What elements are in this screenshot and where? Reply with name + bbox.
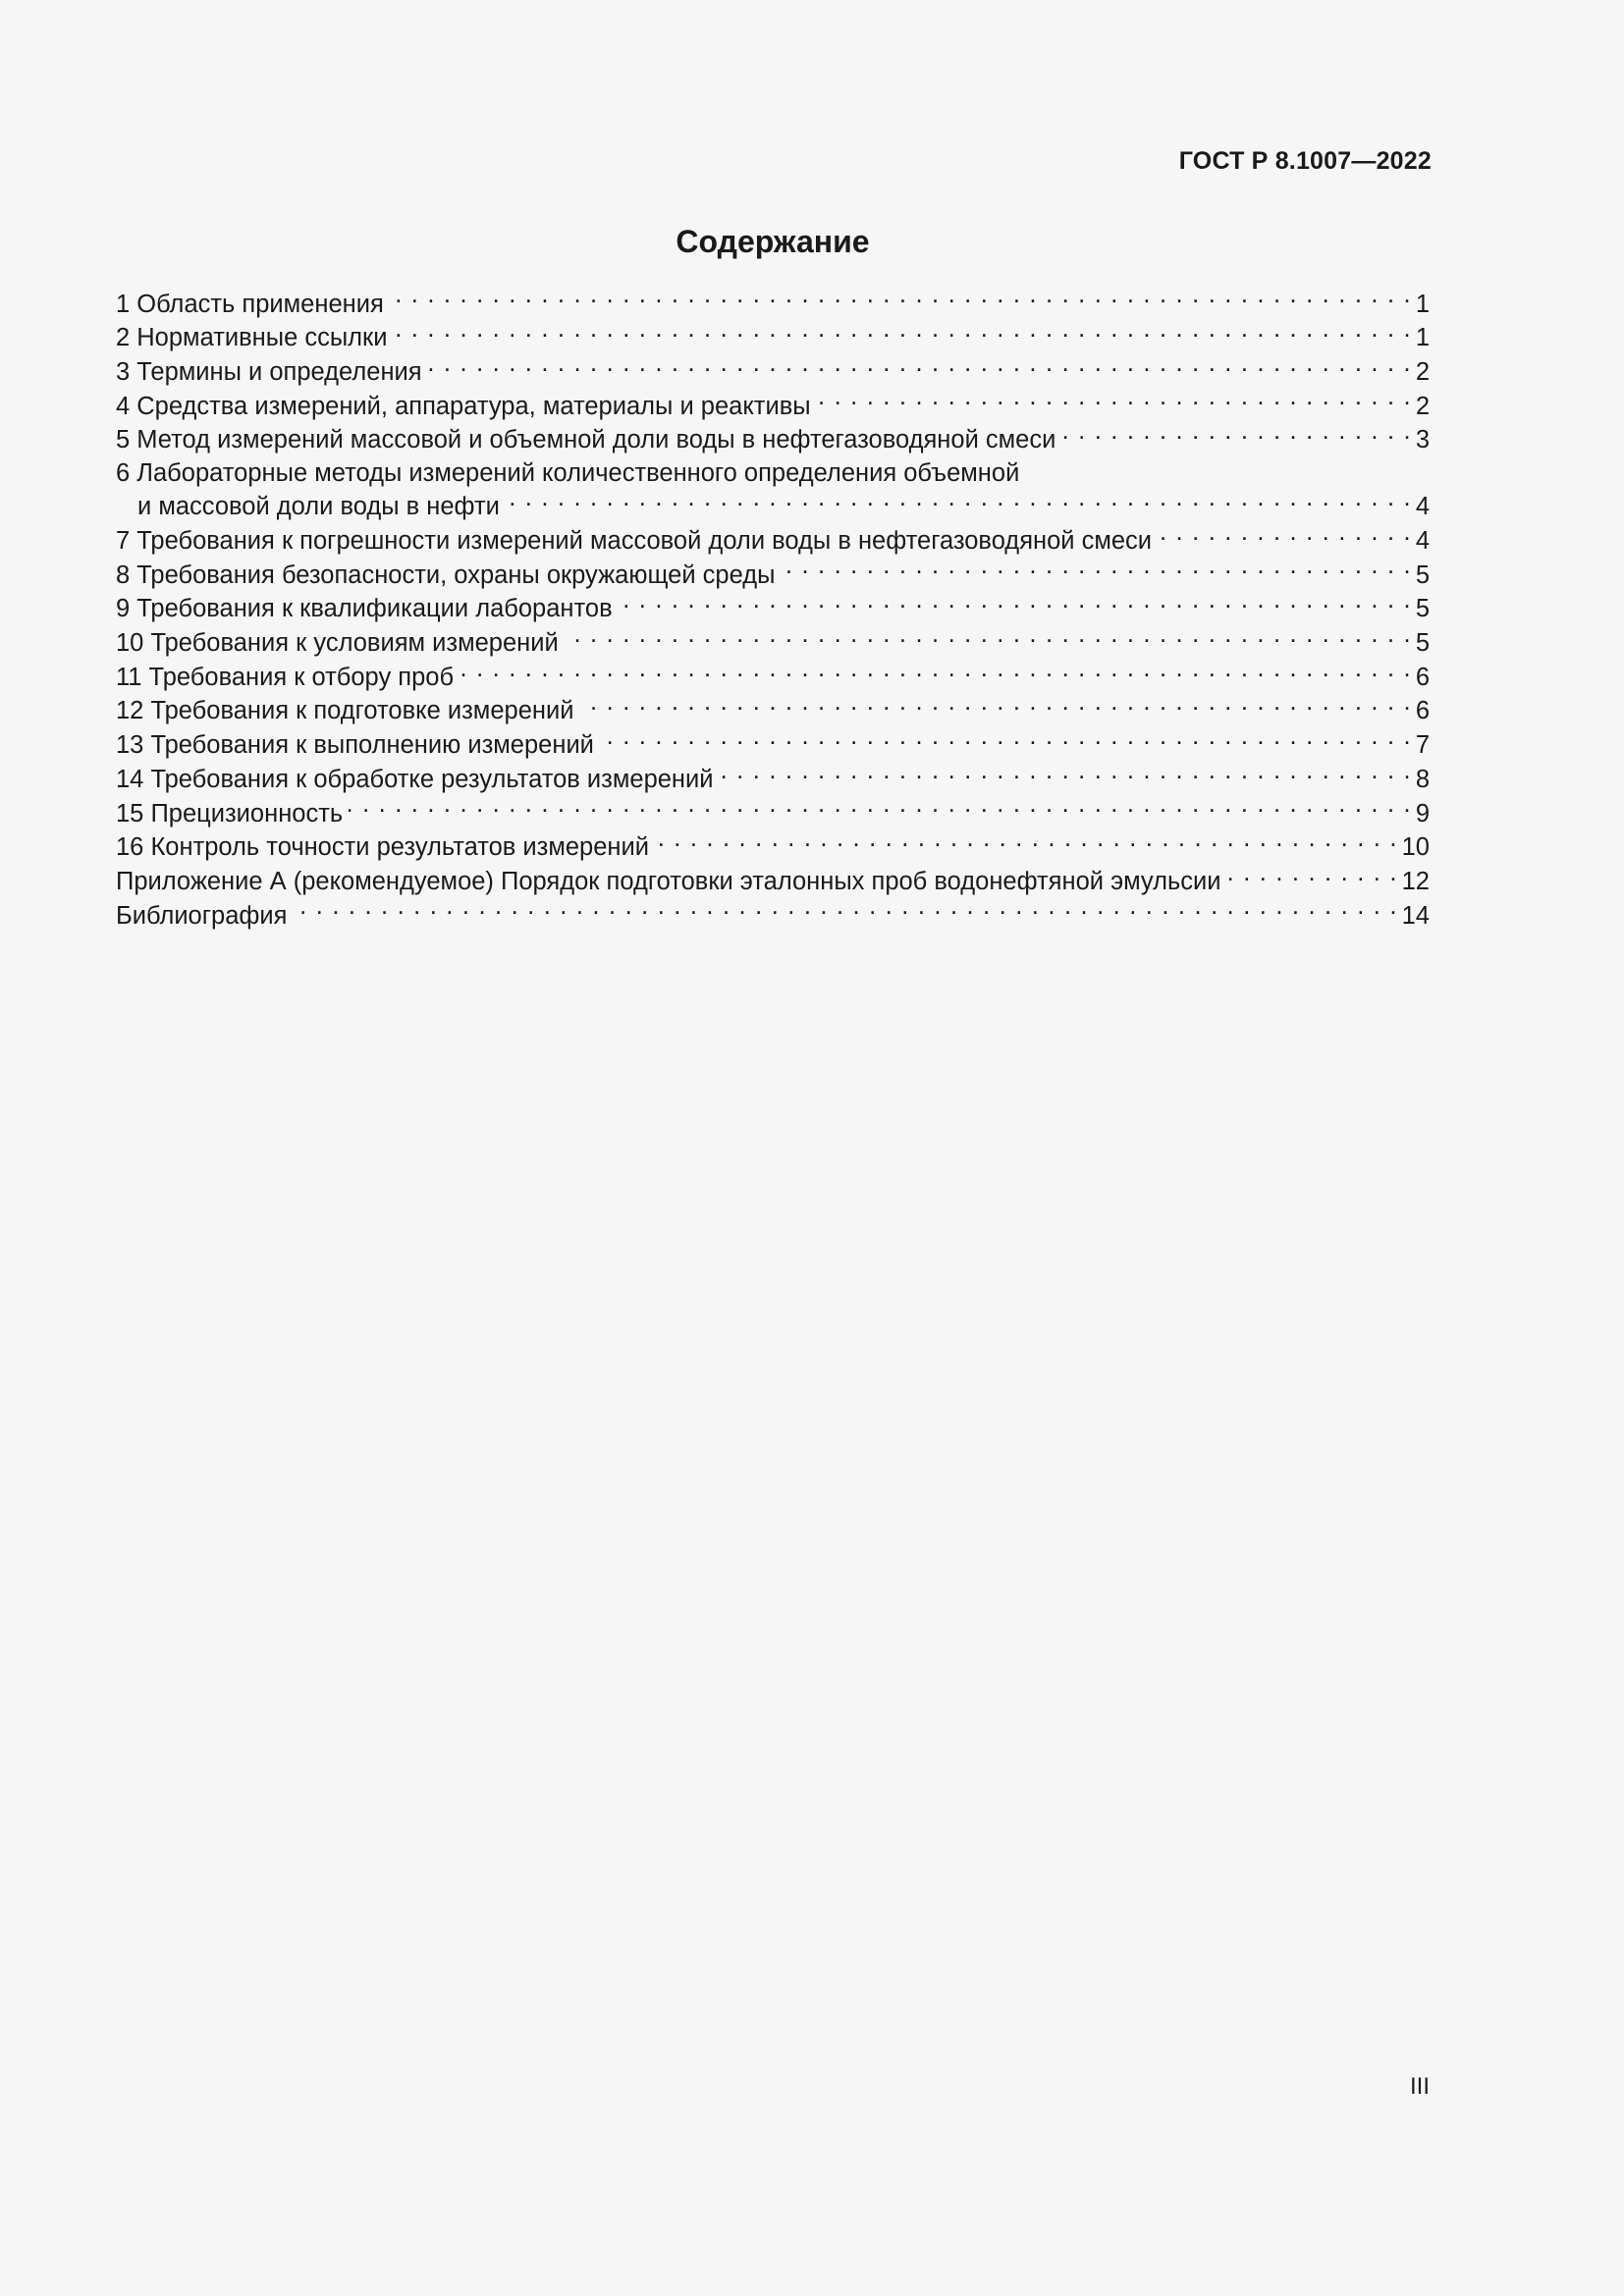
toc-leader-dots <box>817 389 1412 414</box>
toc-entry-page: 5 <box>1415 629 1430 658</box>
document-code: ГОСТ Р 8.1007—2022 <box>1178 147 1432 175</box>
toc-entry-1[interactable] <box>116 287 1430 321</box>
toc-entry-page: 7 <box>1415 731 1430 760</box>
toc-entry-14[interactable] <box>116 762 1430 796</box>
toc-entry-page: 5 <box>1415 595 1430 623</box>
toc-entry-page: 4 <box>1415 526 1430 555</box>
toc-entry-title: 2 Нормативные ссылки <box>116 324 388 352</box>
toc-leader-dots <box>1158 523 1412 549</box>
toc-entry-page: 2 <box>1415 357 1430 386</box>
toc-entry-16[interactable] <box>116 830 1430 865</box>
toc-leader-dots <box>1227 864 1398 889</box>
toc-leader-dots <box>579 694 1411 720</box>
toc-entry-title: 13 Требования к выполнению измерений <box>116 731 594 760</box>
toc-entry-appendix-a[interactable] <box>116 864 1430 898</box>
toc-entry-page: 6 <box>1415 697 1430 725</box>
toc-leader-dots <box>600 728 1412 754</box>
toc-leader-dots <box>393 321 1411 347</box>
toc-entry-10[interactable] <box>116 626 1430 661</box>
toc-entry-title: 4 Средства измерений, аппаратура, материалы и реактивы <box>116 392 811 420</box>
toc-entry-title: 7 Требования к погрешности измерений массовой доли воды в нефтегазоводяной смеси <box>116 526 1153 555</box>
toc-entry-11[interactable] <box>116 660 1430 694</box>
toc-entry-page: 4 <box>1415 493 1430 521</box>
toc-entry-title: 3 Термины и определения <box>116 357 422 386</box>
toc-entry-9[interactable] <box>116 592 1430 626</box>
toc-entry-title-continuation: и массовой доли воды в нефти <box>137 493 500 521</box>
toc-leader-dots <box>460 660 1412 685</box>
toc-leader-dots <box>506 490 1412 515</box>
toc-leader-dots <box>619 592 1412 617</box>
toc-entry-title: 16 Контроль точности результатов измерений <box>116 833 649 862</box>
toc-entry-page: 10 <box>1401 833 1430 862</box>
toc-leader-dots <box>1061 423 1411 449</box>
toc-entry-bibliography[interactable] <box>116 898 1430 933</box>
toc-entry-page: 9 <box>1415 799 1430 828</box>
toc-entry-title: 1 Область применения <box>116 290 384 318</box>
toc-entry-15[interactable] <box>116 796 1430 830</box>
toc-leader-dots <box>349 796 1412 822</box>
toc-entry-title: 8 Требования безопасности, охраны окружающей среды <box>116 561 776 589</box>
toc-entry-title: 12 Требования к подготовке измерений <box>116 697 574 725</box>
toc-leader-dots <box>293 898 1397 924</box>
toc-entry-page: 6 <box>1415 663 1430 691</box>
toc-entry-title: Приложение А (рекомендуемое) Порядок подготовки эталонных проб водонефтяной эмульсии <box>116 867 1221 895</box>
toc-entry-title: 9 Требования к квалификации лаборантов <box>116 595 613 623</box>
toc-entry-title: Библиография <box>116 901 288 930</box>
toc-entry-3[interactable] <box>116 354 1430 389</box>
toc-entry-4[interactable] <box>116 389 1430 423</box>
toc-entry-page: 14 <box>1401 901 1430 930</box>
toc-entry-title: 11 Требования к отбору проб <box>116 663 455 691</box>
toc-entry-title: 5 Метод измерений массовой и объемной доли воды в нефтегазоводяной смеси <box>116 426 1056 454</box>
toc-entry-13[interactable] <box>116 728 1430 763</box>
toc-entry-8[interactable] <box>116 558 1430 592</box>
toc-title: Содержание <box>676 224 870 259</box>
toc-entry-page: 2 <box>1415 392 1430 420</box>
toc-leader-dots <box>390 287 1412 312</box>
toc-entry-page: 5 <box>1415 561 1430 589</box>
table-of-contents <box>116 287 1430 933</box>
toc-entry-title: 10 Требования к условиям измерений <box>116 629 559 658</box>
toc-leader-dots <box>428 354 1412 380</box>
toc-entry-5[interactable] <box>116 423 1430 457</box>
toc-leader-dots <box>781 558 1411 583</box>
toc-entry-12[interactable] <box>116 694 1430 728</box>
toc-entry-7[interactable] <box>116 523 1430 558</box>
toc-entry-page: 1 <box>1415 290 1430 318</box>
toc-leader-dots <box>655 830 1398 856</box>
toc-entry-page: 3 <box>1415 426 1430 454</box>
toc-entry-page: 8 <box>1415 765 1430 793</box>
toc-entry-page: 12 <box>1401 867 1430 895</box>
toc-leader-dots <box>720 762 1412 787</box>
toc-entry-6[interactable] <box>116 457 1430 524</box>
toc-entry-page: 1 <box>1415 324 1430 352</box>
toc-entry-title: 15 Прецизионность <box>116 799 344 828</box>
toc-leader-dots <box>565 626 1412 652</box>
toc-entry-2[interactable] <box>116 321 1430 355</box>
toc-entry-title: 14 Требования к обработке результатов измерений <box>116 765 714 793</box>
toc-entry-title: 6 Лабораторные методы измерений количественного определения объемной <box>116 458 1020 487</box>
page-number: III <box>1409 2073 1430 2100</box>
